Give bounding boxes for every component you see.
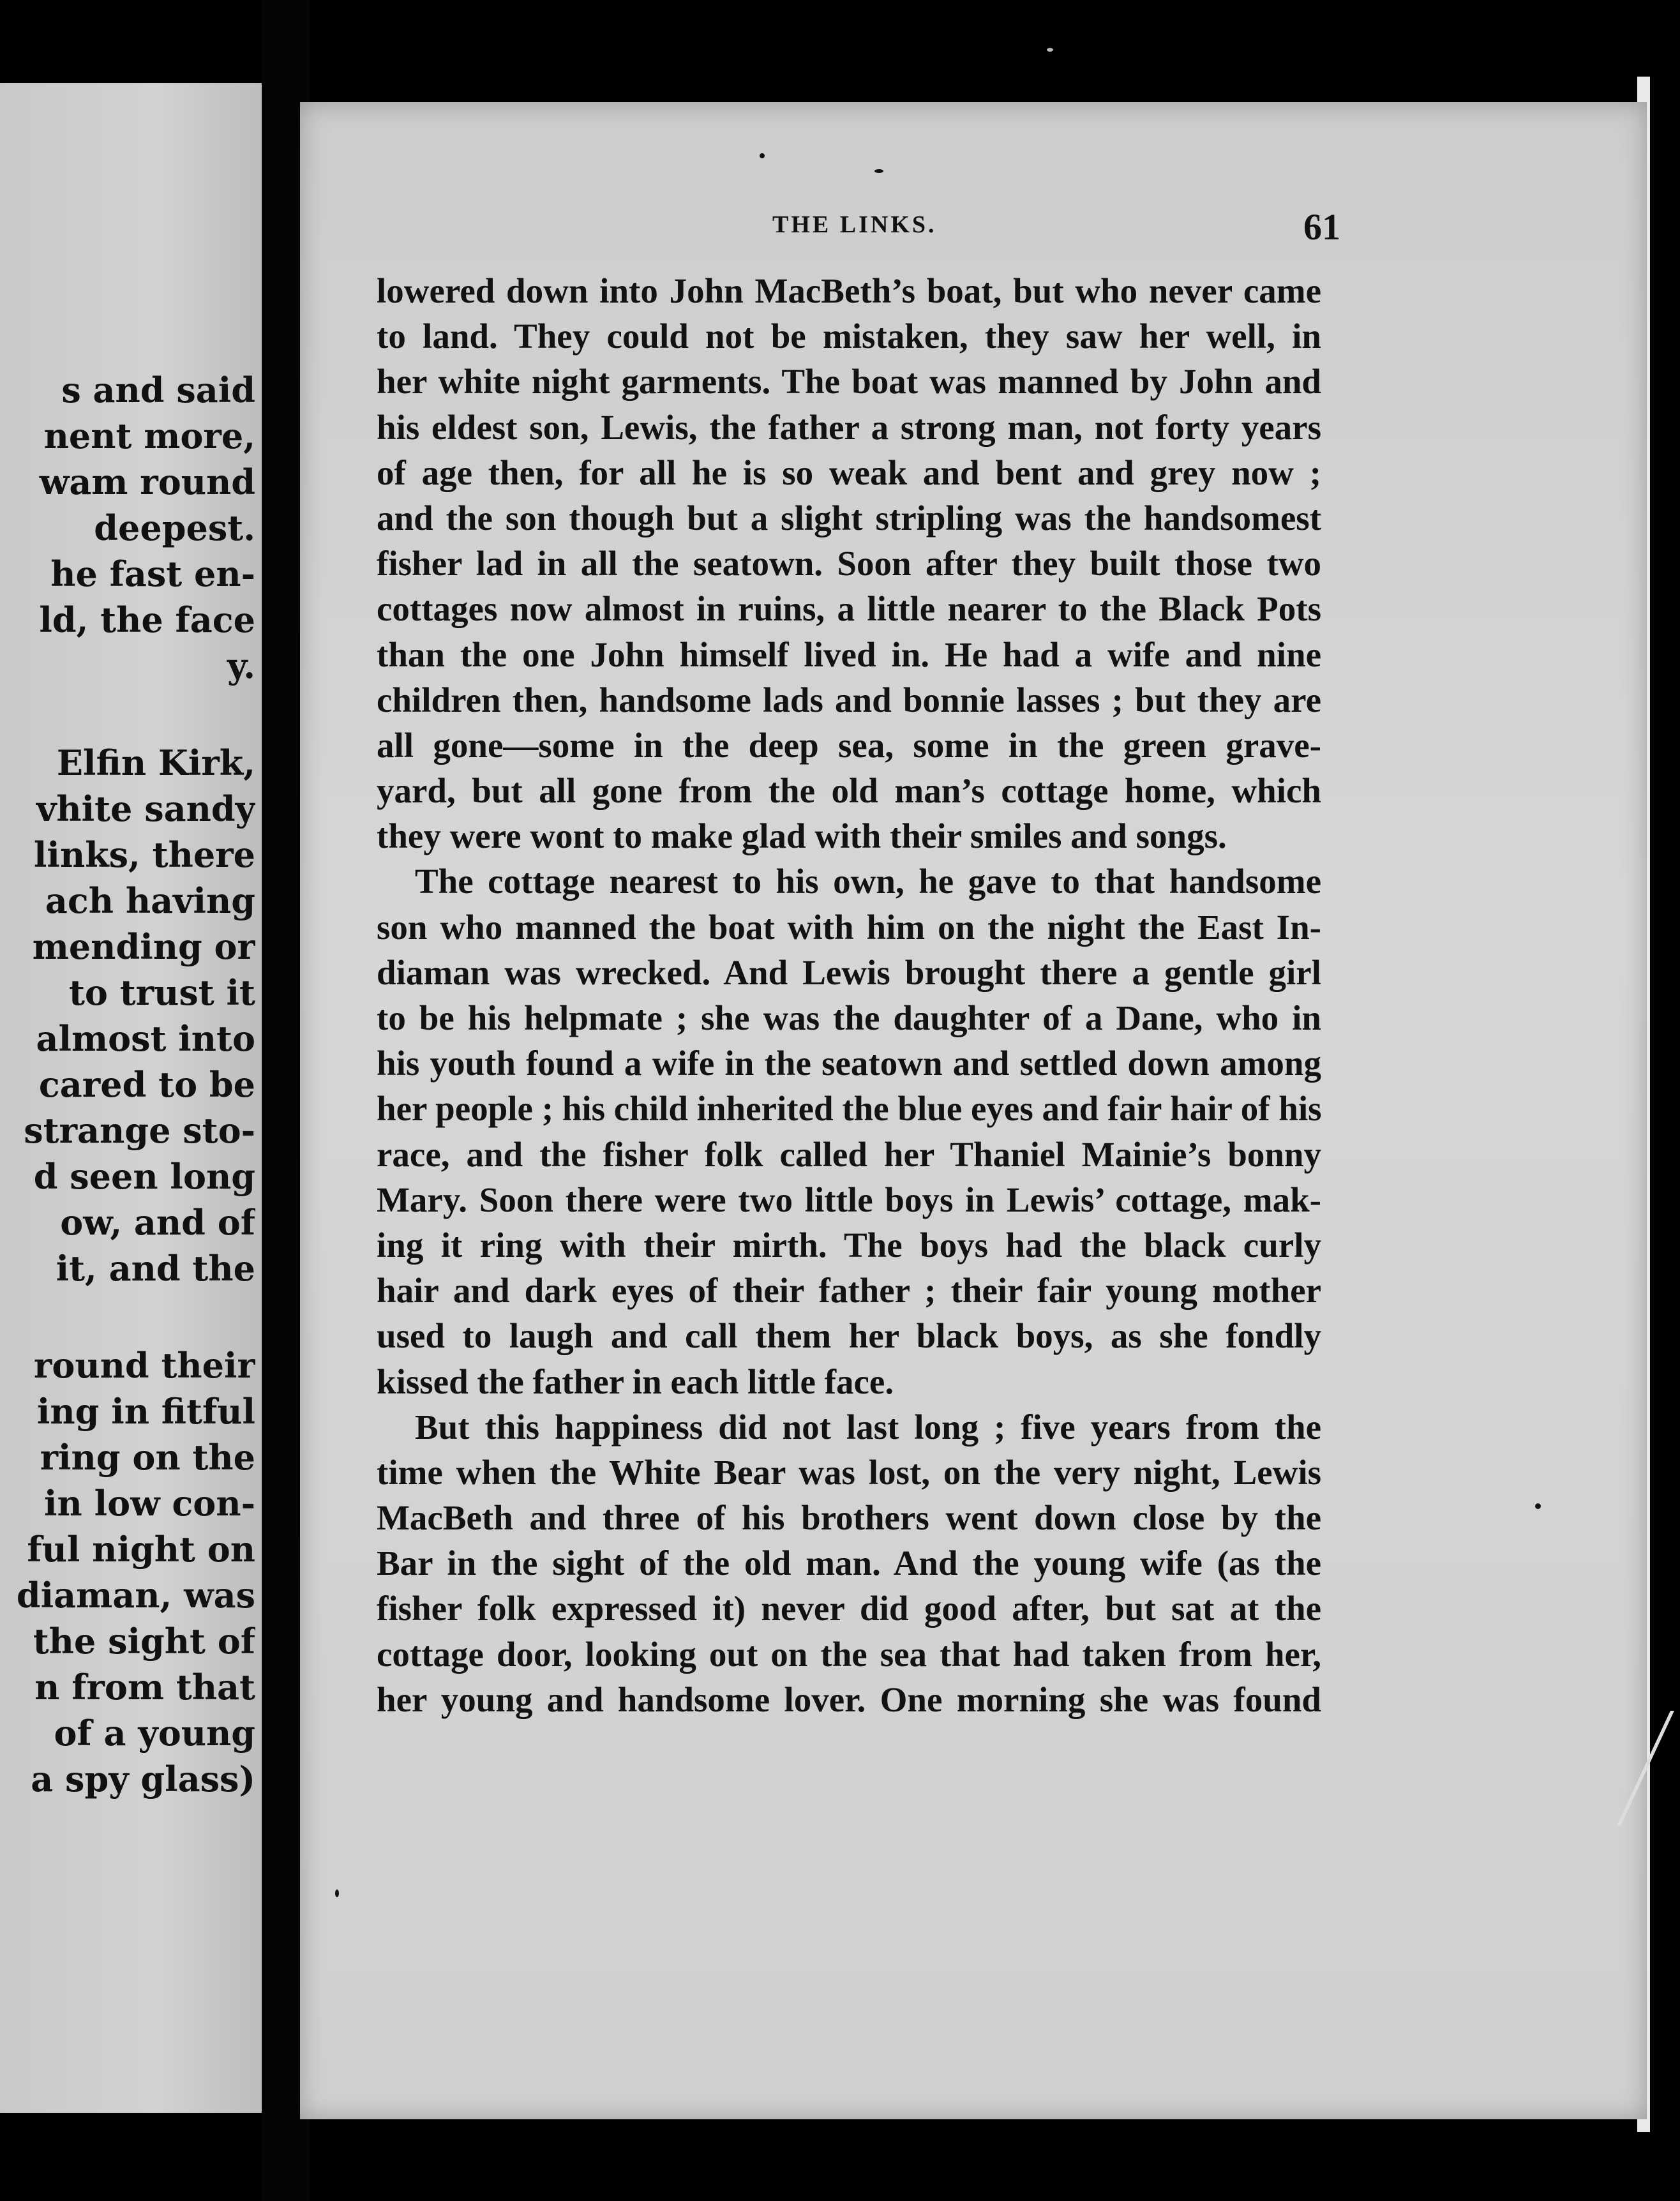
text-line: But this happiness did not last long ; five years from the [415,1407,1321,1446]
text-line: cottages now almost in ruins, a little nearer to the Black Pots [377,589,1321,629]
text-line: MacBeth and three of his brothers went down close by the [377,1498,1321,1538]
left-paragraph-gap [0,1291,255,1342]
left-line: of a young [54,1713,255,1754]
page-number: 61 [1303,206,1340,248]
left-line: y. [227,645,255,686]
left-line: ing in fitful [36,1391,255,1432]
text-line: children then, handsome lads and bonnie lasses ; but they are [377,680,1321,719]
left-line: cared to be [38,1064,255,1105]
left-line: it, and the [56,1248,255,1289]
text-line: Mary. Soon there were two little boys in Lewis’ cottage, mak- [377,1180,1321,1219]
left-line: links, there [33,834,255,875]
ink-speck [1047,48,1053,52]
text-line: cottage door, looking out on the sea that had taken from her, [377,1634,1321,1674]
left-line: ach having [45,880,255,921]
running-title: THE LINKS. [772,211,937,238]
left-line: wam round [39,462,255,502]
running-head [460,206,1340,255]
text-line: than the one John himself lived in. He had a wife and nine [377,635,1321,674]
body-text [377,268,1321,1722]
left-line: a spy glass) [31,1759,255,1799]
ink-speck [874,169,883,173]
left-line: mending or [32,926,255,967]
left-line: ow, and of [60,1202,255,1243]
text-line: fisher lad in all the seatown. Soon after they built those two [377,544,1321,583]
left-line: nent more, [43,416,255,456]
left-line: strange sto- [24,1110,255,1151]
text-line: they were wont to make glad with their smiles and songs. [377,816,1227,856]
left-line: ld, the face [39,599,255,640]
left-line: to trust it [68,972,255,1013]
left-line: n from that [34,1667,255,1708]
ink-speck [760,153,765,158]
left-line: almost into [36,1018,255,1059]
left-page-text [0,367,255,1802]
ink-speck [1535,1503,1541,1509]
text-line: her white night garments. The boat was manned by John and [377,362,1321,402]
left-line: in low con- [44,1483,255,1524]
text-line: to be his helpmate ; she was the daughter of a Dane, who in [377,998,1321,1037]
text-line: used to laugh and call them her black boys, as she fondly [377,1316,1321,1356]
left-page-fragment [0,83,262,2113]
left-line: ful night on [27,1529,255,1570]
ink-speck [335,1889,339,1897]
text-line: fisher folk expressed it) never did good after, but sat at the [377,1589,1321,1628]
left-line: vhite sandy [36,788,255,829]
left-line: the sight of [33,1621,255,1662]
left-line: deepest. [94,507,255,548]
text-line: all gone—some in the deep sea, some in the green grave- [377,725,1321,765]
text-line: to land. They could not be mistaken, they saw her well, in [377,317,1321,356]
left-paragraph-gap [0,689,255,740]
text-line: her young and handsome lover. One morning she was found [377,1679,1321,1719]
text-line: race, and the fisher folk called her Thaniel Mainie’s bonny [377,1134,1321,1174]
text-line: diaman was wrecked. And Lewis brought there a gentle girl [377,952,1321,992]
left-line: s and said [61,370,255,410]
left-line: Elfin Kirk, [56,742,255,783]
text-line: kissed the father in each little face. [377,1362,894,1401]
text-line: lowered down into John MacBeth’s boat, but who never came [377,271,1321,310]
text-line: and the son though but a slight stripling was the handsomest [377,498,1321,537]
left-line: diaman, was [16,1575,255,1616]
left-line: d seen long [33,1156,255,1197]
text-line: ing it ring with their mirth. The boys had the black curly [377,1225,1321,1265]
text-line: his youth found a wife in the seatown and settled down among [377,1044,1321,1083]
text-line: son who manned the boat with him on the night the East In- [377,907,1321,947]
text-line: hair and dark eyes of their father ; their fair young mother [377,1271,1321,1311]
text-line: time when the White Bear was lost, on the very night, Lewis [377,1452,1321,1492]
text-line: of age then, for all he is so weak and bent and grey now ; [377,453,1321,492]
left-line: ring on the [40,1437,255,1478]
text-line: Bar in the sight of the old man. And the young wife (as the [377,1544,1321,1583]
text-line: her people ; his child inherited the blue eyes and fair hair of his [377,1089,1322,1129]
text-line: yard, but all gone from the old man’s cottage home, which [377,771,1321,811]
left-line: he fast en- [50,553,255,594]
left-line: round their [33,1345,255,1386]
text-line: his eldest son, Lewis, the father a strong man, not forty years [377,407,1321,447]
text-line: The cottage nearest to his own, he gave to that handsome [415,862,1321,901]
